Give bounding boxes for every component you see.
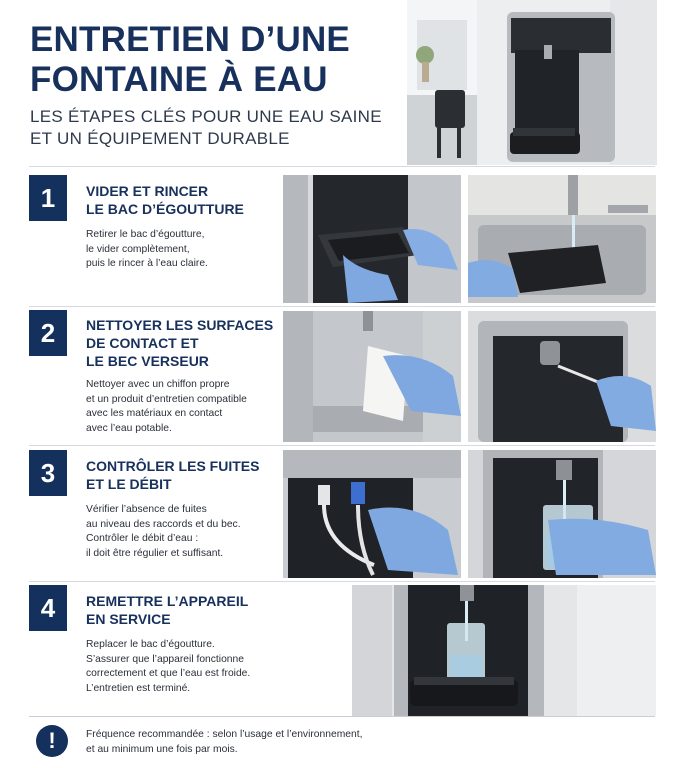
step-1-number: 1 — [29, 175, 67, 221]
step-2-title: NETTOYER LES SURFACES DE CONTACT ET LE BEC VERSEUR — [86, 317, 274, 369]
step-2-number: 2 — [29, 310, 67, 356]
page-subtitle: LES ÉTAPES CLÉS POUR UNE EAU SAINE ET UN ÉQUIPEMENT DURABLE — [30, 107, 382, 148]
divider — [29, 445, 655, 446]
step-1-description: Retirer le bac d’égoutture, le vider complètement, puis le rincer à l’eau claire. — [86, 229, 208, 269]
step-4-photo-fountain-in-service — [352, 585, 656, 716]
footer-note: Fréquence recommandée : selon l’usage et l’environnement, et au minimum une fois par mois. — [86, 729, 363, 755]
step-2-photo-surface-cleaning — [283, 311, 461, 442]
divider — [29, 306, 655, 307]
step-1-photo-tray-rinsing — [468, 175, 656, 303]
step-2-description: Nettoyer avec un chiffon propre et un produit d’entretien compatible avec les matériaux en contact avec l’eau potable. — [86, 379, 247, 434]
step-3-description: Vérifier l’absence de fuites au niveau des raccords et du bec. Contrôler le débit d’eau : il doit être régulier et suffisant. — [86, 504, 241, 559]
step-4-description: Replacer le bac d’égoutture. S’assurer que l’appareil fonctionne correctement et que l’eau est froide. L’entretien est terminé. — [86, 639, 251, 694]
divider — [29, 581, 655, 582]
step-1-photo-tray-removal — [283, 175, 461, 303]
step-4-title: REMETTRE L’APPAREIL EN SERVICE — [86, 593, 249, 627]
page-title: ENTRETIEN D’UNE FONTAINE À EAU — [30, 20, 350, 99]
exclamation-icon: ! — [36, 725, 68, 757]
step-3-photo-leak-check — [283, 450, 461, 578]
hero-fountain-image — [407, 0, 657, 165]
step-2-photo-spout-cleaning — [468, 311, 656, 442]
divider — [29, 166, 655, 167]
step-3-photo-flow-check — [468, 450, 656, 578]
footer-divider — [29, 716, 655, 717]
step-3-number: 3 — [29, 450, 67, 496]
step-1-title: VIDER ET RINCER LE BAC D’ÉGOUTTURE — [86, 183, 244, 217]
step-3-title: CONTRÔLER LES FUITES ET LE DÉBIT — [86, 458, 260, 492]
step-4-number: 4 — [29, 585, 67, 631]
